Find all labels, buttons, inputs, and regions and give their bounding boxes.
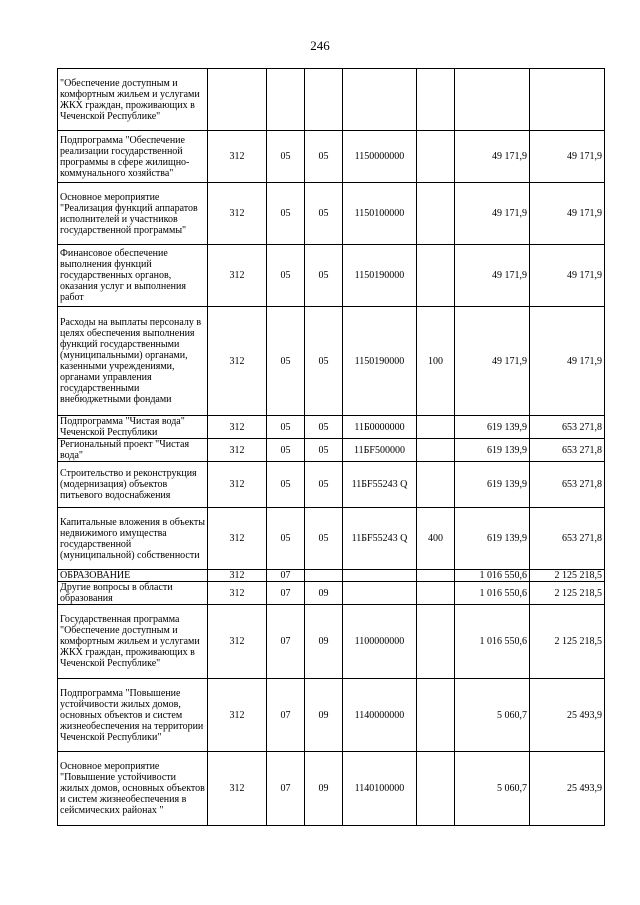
cell-pr: 05 — [305, 245, 343, 307]
cell-vr — [417, 679, 455, 752]
cell-csr: 11БF55243 Q — [343, 462, 417, 508]
cell-name: Строительство и реконструкция (модернизация) объектов питьевого водоснабжения — [58, 462, 208, 508]
cell-rz: 05 — [267, 439, 305, 462]
cell-vr — [417, 605, 455, 679]
cell-ved: 312 — [208, 605, 267, 679]
cell-csr: 11Б0000000 — [343, 416, 417, 439]
cell-pr: 05 — [305, 508, 343, 570]
cell-rz: 07 — [267, 570, 305, 582]
cell-amount-year1: 49 171,9 — [455, 245, 530, 307]
table-row — [58, 605, 605, 679]
cell-ved: 312 — [208, 183, 267, 245]
table-row — [58, 69, 605, 131]
cell-ved: 312 — [208, 508, 267, 570]
cell-amount-year1: 619 139,9 — [455, 462, 530, 508]
cell-amount-year2: 49 171,9 — [530, 131, 605, 183]
cell-ved: 312 — [208, 439, 267, 462]
cell-rz: 05 — [267, 307, 305, 416]
cell-vr — [417, 752, 455, 826]
table-row — [58, 752, 605, 826]
cell-ved: 312 — [208, 752, 267, 826]
cell-vr — [417, 582, 455, 605]
cell-amount-year1: 619 139,9 — [455, 416, 530, 439]
cell-pr — [305, 69, 343, 131]
cell-amount-year2: 2 125 218,5 — [530, 582, 605, 605]
cell-csr: 1150100000 — [343, 183, 417, 245]
cell-pr: 09 — [305, 605, 343, 679]
cell-amount-year1: 619 139,9 — [455, 508, 530, 570]
cell-name: Государственная программа "Обеспечение доступным и комфортным жильем и услугами ЖКХ граждан, проживающих в Чеченской Республике" — [58, 605, 208, 679]
cell-csr: 11БF55243 Q — [343, 508, 417, 570]
table-row — [58, 462, 605, 508]
cell-rz: 05 — [267, 131, 305, 183]
cell-vr — [417, 245, 455, 307]
cell-name: Финансовое обеспечение выполнения функций государственных органов, оказания услуг и выполнения работ — [58, 245, 208, 307]
cell-amount-year1: 619 139,9 — [455, 439, 530, 462]
cell-csr — [343, 582, 417, 605]
cell-name: Капитальные вложения в объекты недвижимого имущества государственной (муниципальной) собственности — [58, 508, 208, 570]
cell-name: ОБРАЗОВАНИЕ — [58, 570, 208, 582]
cell-rz — [267, 69, 305, 131]
cell-amount-year2: 25 493,9 — [530, 679, 605, 752]
table-row — [58, 245, 605, 307]
cell-rz: 05 — [267, 245, 305, 307]
cell-rz: 07 — [267, 679, 305, 752]
cell-pr: 09 — [305, 582, 343, 605]
cell-amount-year1: 1 016 550,6 — [455, 570, 530, 582]
cell-pr: 05 — [305, 307, 343, 416]
cell-vr — [417, 439, 455, 462]
cell-rz: 05 — [267, 183, 305, 245]
table-row — [58, 307, 605, 416]
cell-csr: 1140100000 — [343, 752, 417, 826]
cell-vr — [417, 131, 455, 183]
cell-pr: 05 — [305, 462, 343, 508]
cell-vr — [417, 69, 455, 131]
cell-name: "Обеспечение доступным и комфортным жильем и услугами ЖКХ граждан, проживающих в Чеченской Республике" — [58, 69, 208, 131]
cell-amount-year2: 2 125 218,5 — [530, 605, 605, 679]
cell-ved: 312 — [208, 131, 267, 183]
cell-rz: 05 — [267, 508, 305, 570]
cell-vr — [417, 570, 455, 582]
cell-rz: 05 — [267, 416, 305, 439]
cell-csr: 1150190000 — [343, 245, 417, 307]
cell-amount-year2: 49 171,9 — [530, 245, 605, 307]
cell-ved: 312 — [208, 245, 267, 307]
cell-amount-year2: 653 271,8 — [530, 462, 605, 508]
cell-amount-year2: 49 171,9 — [530, 183, 605, 245]
cell-ved: 312 — [208, 307, 267, 416]
cell-pr: 09 — [305, 679, 343, 752]
cell-amount-year2: 49 171,9 — [530, 307, 605, 416]
cell-amount-year2: 25 493,9 — [530, 752, 605, 826]
cell-csr: 11БF500000 — [343, 439, 417, 462]
budget-table — [57, 68, 605, 826]
cell-vr: 100 — [417, 307, 455, 416]
cell-name: Расходы на выплаты персоналу в целях обеспечения выполнения функций государственными (муниципальными) органами, казенными учреждениями, органами управления государственными внебюджетными фондами — [58, 307, 208, 416]
cell-amount-year2: 653 271,8 — [530, 416, 605, 439]
cell-name: Другие вопросы в области образования — [58, 582, 208, 605]
cell-name: Региональный проект "Чистая вода" — [58, 439, 208, 462]
cell-name: Подпрограмма "Повышение устойчивости жилых домов, основных объектов и систем жизнеобеспечения на территории Чеченской Республики" — [58, 679, 208, 752]
cell-amount-year2: 2 125 218,5 — [530, 570, 605, 582]
cell-rz: 07 — [267, 582, 305, 605]
cell-amount-year1: 49 171,9 — [455, 307, 530, 416]
cell-pr: 05 — [305, 183, 343, 245]
cell-pr: 05 — [305, 416, 343, 439]
cell-amount-year2 — [530, 69, 605, 131]
cell-pr: 05 — [305, 131, 343, 183]
page-number: 246 — [310, 38, 330, 53]
cell-rz: 07 — [267, 752, 305, 826]
cell-amount-year1 — [455, 69, 530, 131]
cell-vr — [417, 416, 455, 439]
table-row — [58, 570, 605, 582]
cell-name: Подпрограмма "Чистая вода" Чеченской Республики — [58, 416, 208, 439]
cell-ved: 312 — [208, 582, 267, 605]
cell-amount-year2: 653 271,8 — [530, 508, 605, 570]
cell-ved — [208, 69, 267, 131]
table-row — [58, 416, 605, 439]
cell-csr — [343, 69, 417, 131]
cell-amount-year1: 1 016 550,6 — [455, 605, 530, 679]
table-row — [58, 183, 605, 245]
cell-rz: 05 — [267, 462, 305, 508]
table-row — [58, 131, 605, 183]
cell-amount-year1: 5 060,7 — [455, 752, 530, 826]
cell-ved: 312 — [208, 462, 267, 508]
cell-csr: 1100000000 — [343, 605, 417, 679]
cell-pr: 05 — [305, 439, 343, 462]
cell-amount-year1: 5 060,7 — [455, 679, 530, 752]
table-row — [58, 679, 605, 752]
cell-csr — [343, 570, 417, 582]
cell-amount-year2: 653 271,8 — [530, 439, 605, 462]
cell-csr: 1150190000 — [343, 307, 417, 416]
table-row — [58, 439, 605, 462]
cell-ved: 312 — [208, 570, 267, 582]
table-row — [58, 582, 605, 605]
cell-rz: 07 — [267, 605, 305, 679]
cell-name: Основное мероприятие "Повышение устойчивости жилых домов, основных объектов и систем жизнеобеспечения в сейсмических районах " — [58, 752, 208, 826]
cell-vr: 400 — [417, 508, 455, 570]
cell-ved: 312 — [208, 416, 267, 439]
cell-vr — [417, 183, 455, 245]
cell-ved: 312 — [208, 679, 267, 752]
cell-pr — [305, 570, 343, 582]
cell-csr: 1150000000 — [343, 131, 417, 183]
cell-name: Основное мероприятие "Реализация функций аппаратов исполнителей и участников государственной программы" — [58, 183, 208, 245]
cell-amount-year1: 49 171,9 — [455, 131, 530, 183]
table-row — [58, 508, 605, 570]
cell-pr: 09 — [305, 752, 343, 826]
cell-name: Подпрограмма "Обеспечение реализации государственной программы в сфере жилищно-коммунального хозяйства" — [58, 131, 208, 183]
cell-csr: 1140000000 — [343, 679, 417, 752]
cell-vr — [417, 462, 455, 508]
cell-amount-year1: 49 171,9 — [455, 183, 530, 245]
cell-amount-year1: 1 016 550,6 — [455, 582, 530, 605]
